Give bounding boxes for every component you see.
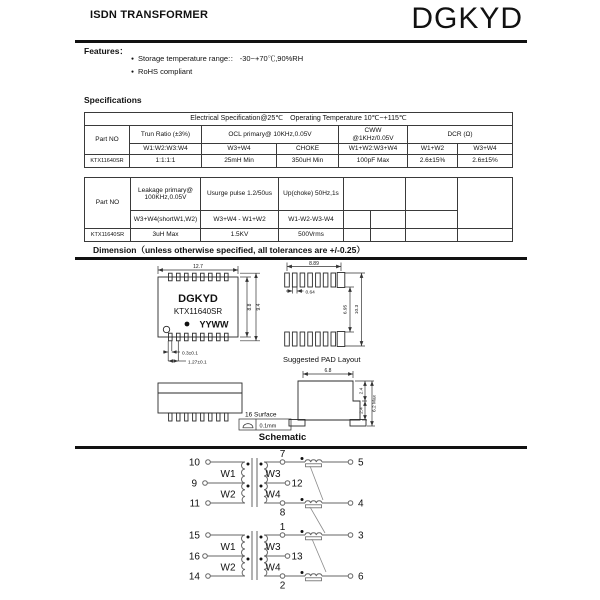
choke-coil (305, 501, 322, 503)
table2-empty-cell (458, 229, 513, 242)
table1-value: 100pF Max (339, 155, 408, 168)
dim-package-width: 12.7 (193, 264, 203, 270)
dim-pad-span: 8.89 (309, 261, 319, 267)
dim-package-body-height: 8.8 (246, 303, 253, 311)
schematic-title: Schematic (258, 432, 307, 443)
pin-label: 10 (188, 457, 200, 469)
table2-subhead: W1-W2-W3-W4 (279, 211, 344, 229)
package-partno-marking: KTX11640SR (173, 307, 223, 316)
choke-coil (305, 533, 322, 535)
winding-label: W3 (265, 542, 281, 553)
table1-subhead: CHOKE (277, 144, 339, 155)
table1-partno: KTX11640SR (85, 155, 130, 168)
table2-empty-cell (344, 211, 371, 229)
table1-value: 2.6±15% (458, 155, 513, 168)
pad-layout-top-pads (285, 273, 345, 288)
marking-dot-icon (185, 322, 190, 327)
dim-side-top: 6.8 (324, 368, 332, 374)
feature-text: RoHS compliant (138, 67, 193, 76)
pad-layout-caption: Suggested PAD Layout (283, 355, 361, 364)
pin-label: 16 (188, 551, 200, 563)
winding-label: W4 (265, 562, 281, 574)
dim-pin-width: 0.3±0.1 (182, 351, 198, 357)
table1-value: 2.6±15% (408, 155, 458, 168)
choke-coil (305, 574, 322, 576)
table2-subhead: W3+W4 - W1+W2 (201, 211, 279, 229)
primary-winding-coil (242, 462, 246, 503)
pin-label: 15 (188, 530, 200, 542)
table1-value: 1:1:1:1 (130, 155, 202, 168)
bullet-icon: ● (131, 55, 135, 62)
bullet-icon: ● (131, 68, 135, 75)
coplanarity-value: 0.1mm (259, 423, 277, 430)
electrical-spec-table (84, 112, 513, 168)
coplanarity-icon (243, 424, 253, 428)
table2-empty-cell (458, 178, 513, 229)
table1-group-trun: Trun Ratio (±3%) (130, 126, 202, 144)
package-datecode-marking: YYWW (199, 319, 229, 330)
table2-group-up: Up(choke) 50Hz,1s (279, 178, 344, 211)
dimension-drawings (75, 260, 525, 448)
brand-logo: DGKYD (411, 2, 523, 35)
table2-empty-cell (371, 211, 406, 229)
table2-empty-cell (406, 229, 458, 242)
pin-label: 1 (279, 522, 286, 533)
dim-pad-inner: 6.95 (343, 304, 349, 315)
dim-pad-width: 0.64 (305, 290, 315, 296)
table1-group-cww: CWW @1KHz/0.05V (339, 126, 408, 144)
winding-label: W4 (265, 489, 281, 501)
pin-label: 12 (291, 478, 303, 490)
winding-label: W3 (265, 469, 281, 480)
table2-empty-cell (371, 229, 406, 242)
pin-label: 13 (291, 551, 303, 563)
choke-coupling-lines (310, 466, 326, 572)
table2-group-surge: Usurge pulse 1.2/50us (201, 178, 279, 211)
winding-label: W2 (220, 562, 236, 574)
header-rule (75, 40, 527, 43)
table1-subhead: W3+W4 (202, 144, 277, 155)
dim-package-total-height: 9.4 (256, 303, 262, 311)
schematic-rule (75, 446, 527, 449)
table2-partno-label: Part NO (85, 178, 131, 229)
table2-empty-cell (406, 211, 458, 229)
pin-label: 14 (188, 571, 200, 583)
table1-subhead: W1+W2:W3+W4 (339, 144, 408, 155)
pad-layout-bottom-pads (285, 332, 345, 347)
features-title: Features： (84, 46, 128, 56)
table2-partno: KTX11640SR (85, 229, 131, 242)
table1-subhead: W1:W2:W3:W4 (130, 144, 202, 155)
pin-label: 7 (279, 449, 286, 460)
table1-group-dcr: DCR (Ω) (408, 126, 513, 144)
dim-side-height: 6.2 Max (372, 394, 378, 413)
table1-subhead: W1+W2 (408, 144, 458, 155)
secondary-spec-table (84, 177, 513, 242)
surface-label: 16 Surface (245, 411, 277, 419)
table1-value: 25mH Min (202, 155, 277, 168)
table2-empty-cell (344, 178, 406, 211)
side-view (289, 381, 366, 426)
pin-label: 4 (358, 498, 364, 510)
table2-empty-cell (406, 178, 458, 211)
feature-item (131, 53, 303, 64)
table1-subhead: W3+W4 (458, 144, 513, 155)
table2-value: 1.5KV (201, 229, 279, 242)
feature-item (131, 67, 192, 76)
pin-label: 5 (358, 457, 364, 469)
winding-label: W1 (220, 542, 236, 553)
front-view-pins (169, 413, 228, 421)
side-view-dim-lines (303, 371, 375, 426)
table1-partno-label: Part NO (85, 126, 130, 155)
pad-layout-view (285, 273, 345, 347)
table1-group-ocl: OCL primary@ 10KHz,0.05V (202, 126, 339, 144)
feature-text: Storage temperature range:： -30~+70℃,90%RH (138, 54, 304, 63)
specifications-title: Specifications (84, 95, 142, 105)
package-brand-marking: DGKYD (178, 293, 218, 305)
winding-label: W1 (220, 469, 236, 480)
pin-label: 6 (358, 571, 364, 583)
table1-header: Electrical Specification@25℃ Operating Temperature 10℃~+115℃ (85, 113, 513, 126)
dim-side-step-upper: 2.4 (359, 387, 365, 395)
primary-winding-coil (242, 535, 246, 576)
pin-label: 8 (279, 507, 286, 519)
pin-label: 2 (279, 580, 286, 592)
table2-group-leakage: Leakage primary@ 100KHz,0.05V (131, 178, 201, 211)
page-title: ISDN TRANSFORMER (90, 9, 209, 21)
dim-side-step-lower: 2.4 (359, 407, 365, 414)
dimension-title: Dimension（unless otherwise specified, all tolerances are +/-0.25） (93, 245, 365, 255)
pin-label: 11 (189, 498, 200, 510)
table2-value: 3uH Max (131, 229, 201, 242)
dim-pin-pitch: 1.27±0.1 (188, 360, 207, 366)
table2-empty-cell (344, 229, 371, 242)
table2-value: 500Vrms (279, 229, 344, 242)
winding-label: W2 (220, 489, 236, 501)
pad-layout-dim-lines (286, 263, 365, 347)
table1-value: 350uH Min (277, 155, 339, 168)
pin1-indicator-circle (163, 326, 169, 332)
schematic-drawing (75, 450, 525, 598)
table2-subhead: W3+W4(shortW1,W2) (131, 211, 201, 229)
pin-label: 3 (358, 530, 364, 542)
choke-coil (305, 460, 322, 462)
dim-pad-outer: 10.3 (355, 304, 360, 315)
pin-label: 9 (191, 478, 197, 490)
